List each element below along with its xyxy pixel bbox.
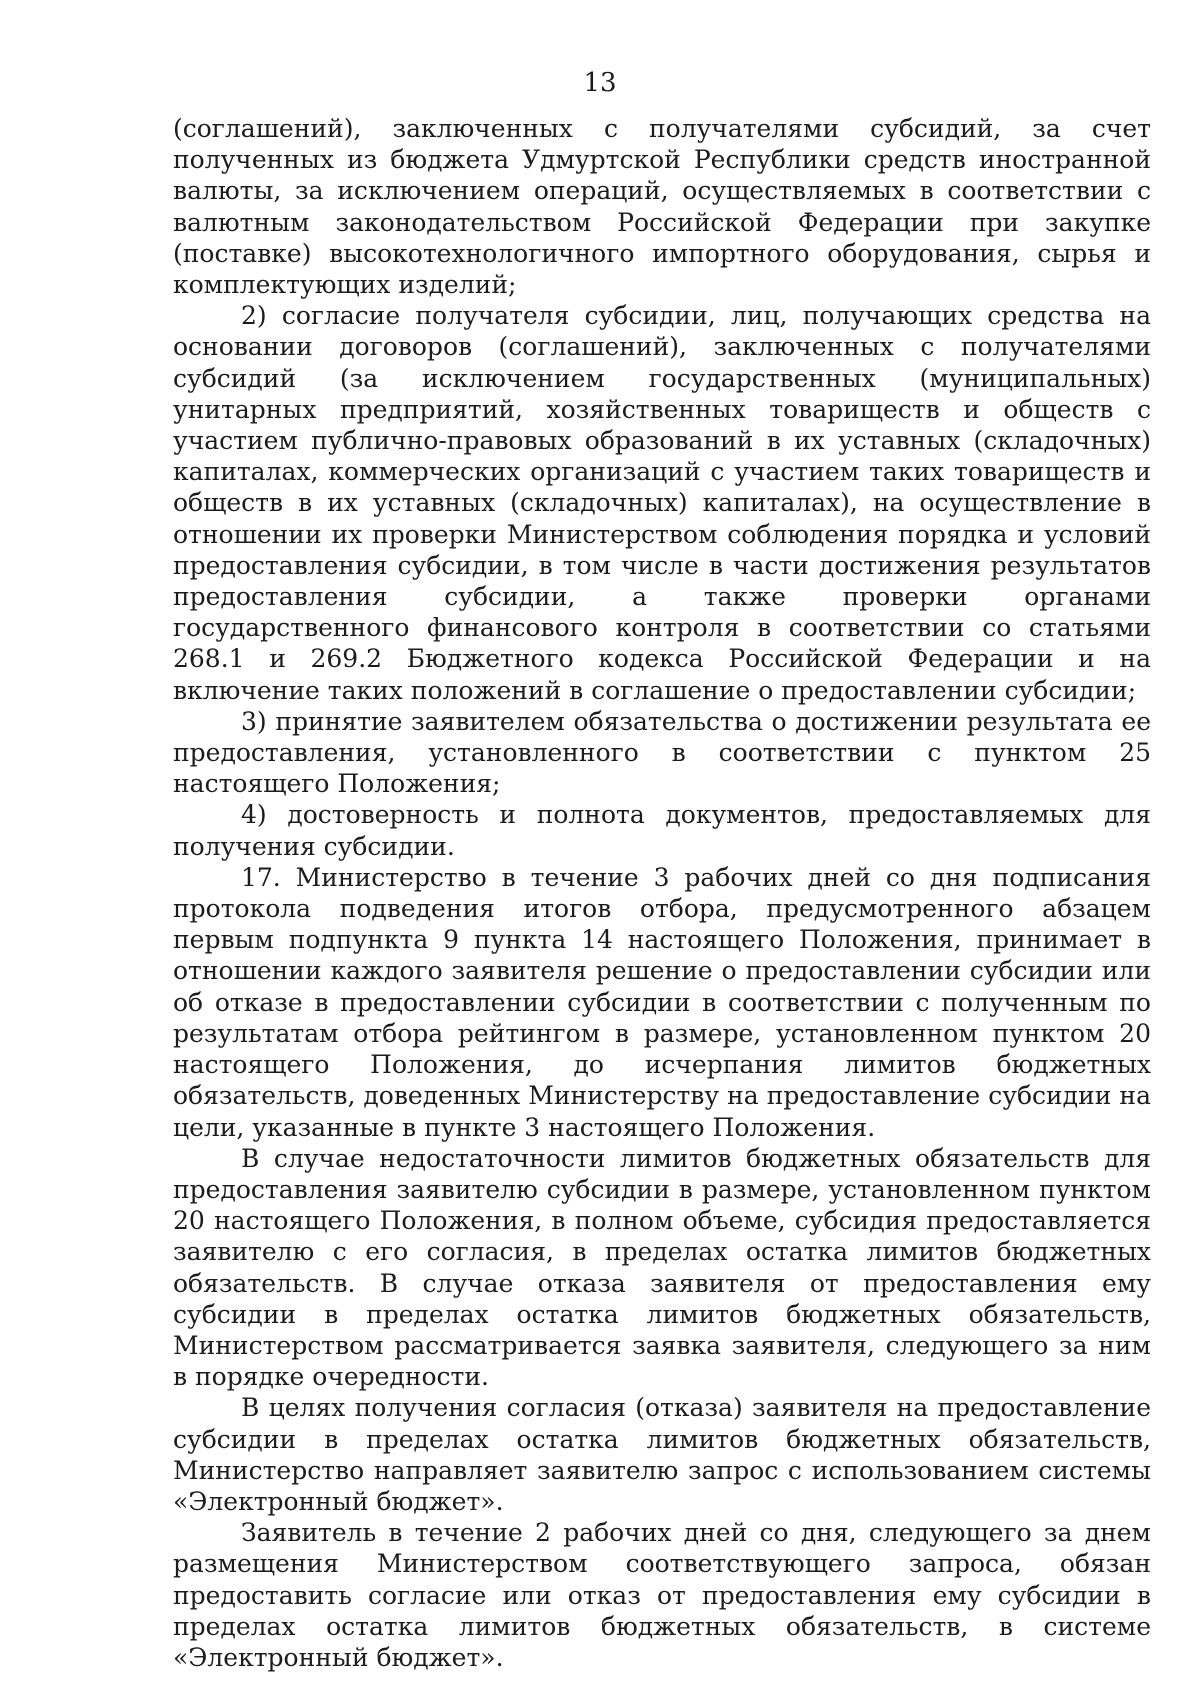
document-body	[173, 113, 1151, 1673]
paragraph-continuation: (соглашений), заключенных с получателями субсидий, за счет полученных из бюджета Удмуртской Республики средств иностранной валюты, за исключением операций, осуществляемых в соответствии с валютным законодательством Российской Федерации при закупке (поставке) высокотехнологичного импортного оборудования, сырья и комплектующих изделий;	[173, 114, 1151, 300]
paragraph-clause-17: 17. Министерство в течение 3 рабочих дней со дня подписания протокола подведения итогов отбора, предусмотренного абзацем первым подпункта 9 пункта 14 настоящего Положения, принимает в отношении каждого заявителя решение о предоставлении субсидии или об отказе в предоставлении субсидии в соответствии с полученным по результатам отбора рейтингом в размере, установленном пунктом 20 настоящего Положения, до исчерпания лимитов бюджетных обязательств, доведенных Министерству на предоставление субсидии на цели, указанные в пункте 3 настоящего Положения.	[173, 862, 1151, 1142]
page-number: 13	[583, 68, 617, 98]
paragraph-item-2: 2) согласие получателя субсидии, лиц, получающих средства на основании договоров (соглашений), заключенных с получателями субсидий (за исключением государственных (муниципальных) унитарных предприятий, хозяйственных товариществ и обществ с участием публично-правовых образований в их уставных (складочных) капиталах, коммерческих организаций с участием таких товариществ и обществ в их уставных (складочных) капиталах), на осуществление в отношении их проверки Министерством соблюдения порядка и условий предоставления субсидии, в том числе в части достижения результатов предоставления субсидии, а также проверки органами государственного финансового контроля в соответствии со статьями 268.1 и 269.2 Бюджетного кодекса Российской Федерации и на включение таких положений в соглашение о предоставлении субсидии;	[173, 301, 1151, 705]
paragraph-item-3: 3) принятие заявителем обязательства о достижении результата ее предоставления, установленного в соответствии с пунктом 25 настоящего Положения;	[173, 706, 1151, 799]
paragraph-consent-request: В целях получения согласия (отказа) заявителя на предоставление субсидии в пределах остатка лимитов бюджетных обязательств, Министерство направляет заявителю запрос с использованием системы «Электронный бюджет».	[173, 1393, 1151, 1516]
paragraph-applicant-response: Заявитель в течение 2 рабочих дней со дня, следующего за днем размещения Министерством соответствующего запроса, обязан предоставить согласие или отказ от предоставления ему субсидии в пределах остатка лимитов бюджетных обязательств, в системе «Электронный бюджет».	[173, 1518, 1151, 1672]
paragraph-insufficient-limits: В случае недостаточности лимитов бюджетных обязательств для предоставления заявителю субсидии в размере, установленном пунктом 20 настоящего Положения, в полном объеме, субсидия предоставляется заявителю с его согласия, в пределах остатка лимитов бюджетных обязательств. В случае отказа заявителя от предоставления ему субсидии в пределах остатка лимитов бюджетных обязательств, Министерством рассматривается заявка заявителя, следующего за ним в порядке очередности.	[173, 1143, 1151, 1392]
paragraph-item-4: 4) достоверность и полнота документов, предоставляемых для получения субсидии.	[173, 800, 1151, 861]
